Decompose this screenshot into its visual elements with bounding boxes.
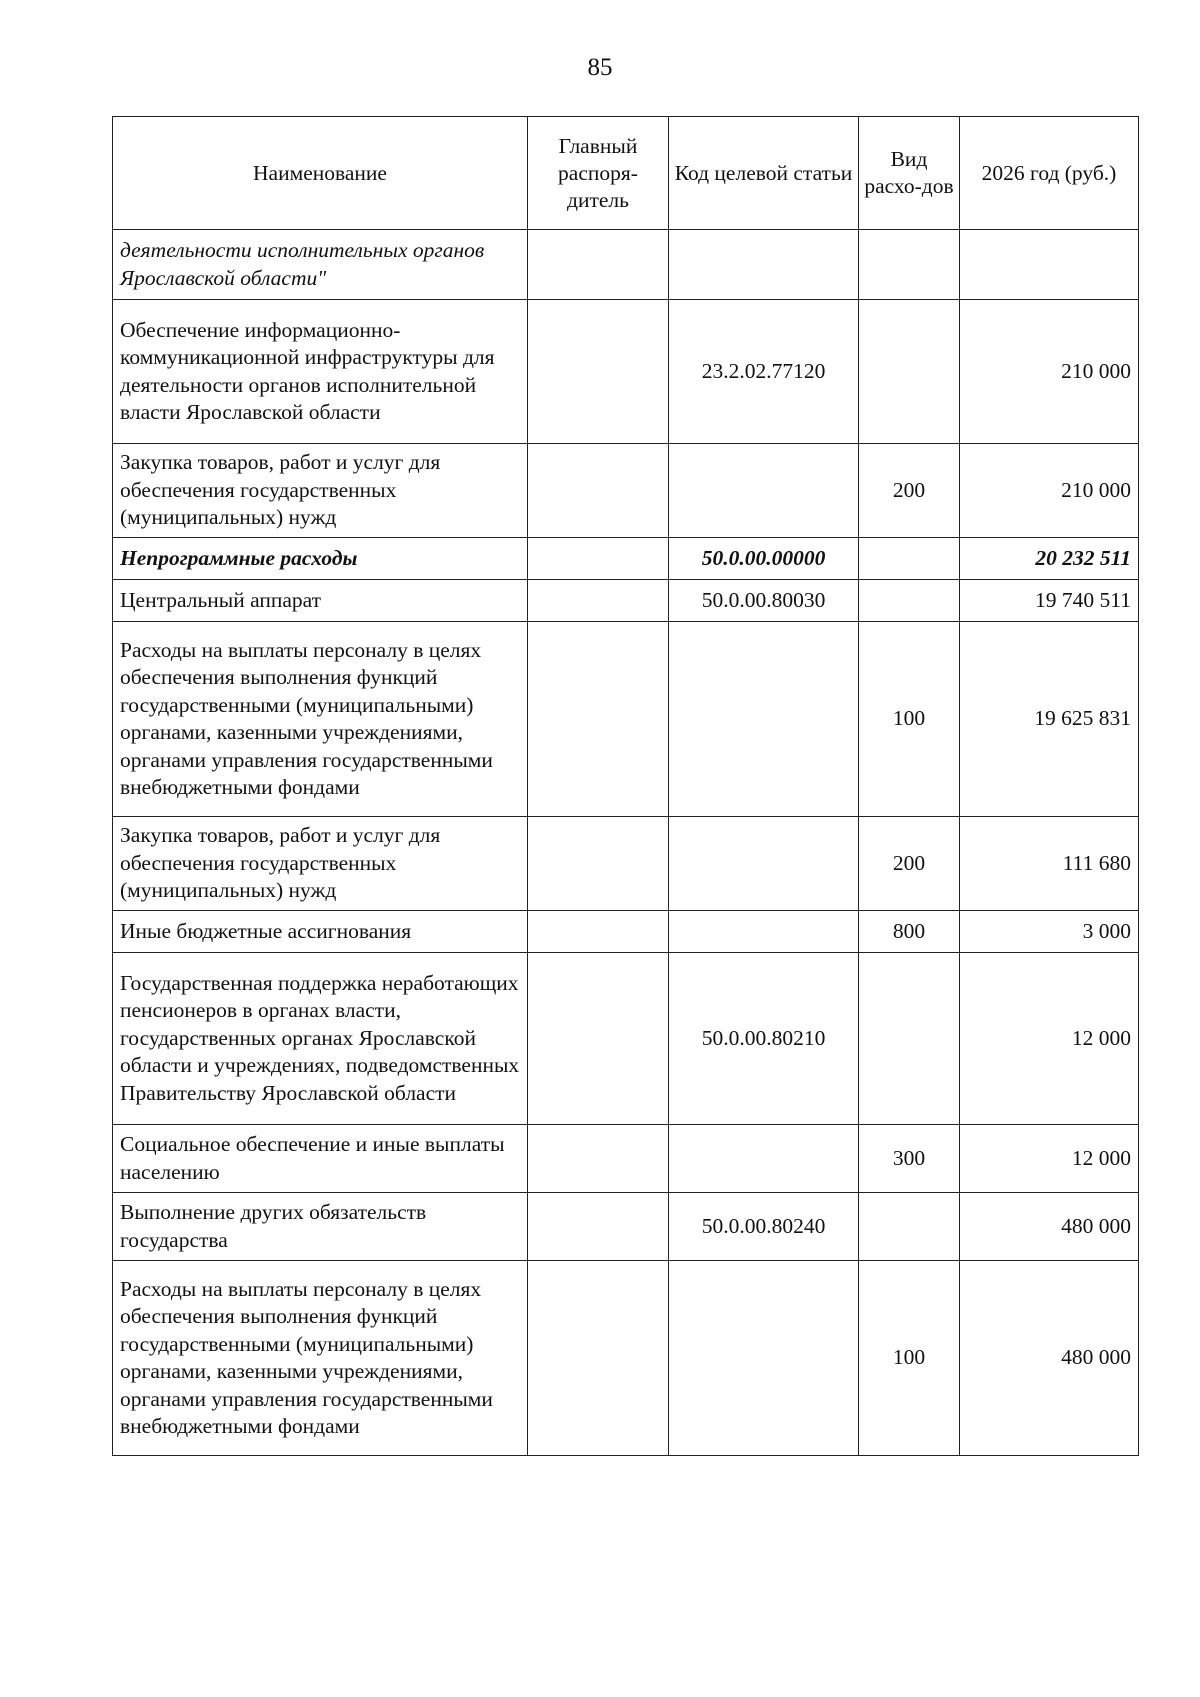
cell-admin xyxy=(528,444,669,538)
cell-kind: 200 xyxy=(859,817,960,911)
table-row xyxy=(113,580,1139,622)
cell-admin xyxy=(528,1261,669,1456)
table-row xyxy=(113,817,1139,911)
cell-name: Иные бюджетные ассигнования xyxy=(113,911,528,953)
cell-admin xyxy=(528,622,669,817)
cell-code: 50.0.00.00000 xyxy=(669,538,859,580)
cell-kind: 100 xyxy=(859,1261,960,1456)
cell-kind xyxy=(859,953,960,1125)
cell-code: 50.0.00.80240 xyxy=(669,1193,859,1261)
table-row xyxy=(113,230,1139,300)
table-row xyxy=(113,953,1139,1125)
header-amount: 2026 год (руб.) xyxy=(960,117,1139,230)
header-code: Код целевой статьи xyxy=(669,117,859,230)
cell-name: деятельности исполнительных органов Ярославской области" xyxy=(113,230,528,300)
cell-admin xyxy=(528,1125,669,1193)
cell-code: 50.0.00.80210 xyxy=(669,953,859,1125)
cell-code xyxy=(669,622,859,817)
cell-kind: 100 xyxy=(859,622,960,817)
cell-admin xyxy=(528,911,669,953)
cell-kind: 800 xyxy=(859,911,960,953)
budget-table xyxy=(112,116,1139,1456)
cell-name: Социальное обеспечение и иные выплаты населению xyxy=(113,1125,528,1193)
table-row xyxy=(113,1261,1139,1456)
table-row xyxy=(113,622,1139,817)
cell-amount: 19 625 831 xyxy=(960,622,1139,817)
table-row xyxy=(113,538,1139,580)
cell-kind: 300 xyxy=(859,1125,960,1193)
cell-code xyxy=(669,444,859,538)
cell-code xyxy=(669,1125,859,1193)
cell-name: Центральный аппарат xyxy=(113,580,528,622)
cell-amount: 12 000 xyxy=(960,953,1139,1125)
cell-kind xyxy=(859,580,960,622)
table-row xyxy=(113,911,1139,953)
table-row xyxy=(113,1193,1139,1261)
table-row xyxy=(113,1125,1139,1193)
cell-admin xyxy=(528,580,669,622)
cell-name: Закупка товаров, работ и услуг для обеспечения государственных (муниципальных) нужд xyxy=(113,817,528,911)
cell-admin xyxy=(528,953,669,1125)
cell-kind xyxy=(859,230,960,300)
cell-admin xyxy=(528,538,669,580)
page-number: 85 xyxy=(587,54,613,81)
cell-code xyxy=(669,230,859,300)
cell-amount: 210 000 xyxy=(960,444,1139,538)
cell-amount: 19 740 511 xyxy=(960,580,1139,622)
cell-admin xyxy=(528,1193,669,1261)
cell-name: Выполнение других обязательств государства xyxy=(113,1193,528,1261)
header-admin: Главный распоря-дитель xyxy=(528,117,669,230)
cell-name: Расходы на выплаты персоналу в целях обеспечения выполнения функций государственными (муниципальными) органами, казенными учреждениями, органами управления государственными внебюджетными фондами xyxy=(113,1261,528,1456)
cell-amount: 210 000 xyxy=(960,300,1139,444)
header-kind: Вид расхо-дов xyxy=(859,117,960,230)
cell-amount: 480 000 xyxy=(960,1193,1139,1261)
table-body xyxy=(113,230,1139,1456)
cell-code: 23.2.02.77120 xyxy=(669,300,859,444)
cell-name: Обеспечение информационно-коммуникационной инфраструктуры для деятельности органов исполнительной власти Ярославской области xyxy=(113,300,528,444)
table-header-row xyxy=(113,117,1139,230)
cell-kind xyxy=(859,538,960,580)
cell-kind xyxy=(859,1193,960,1261)
cell-name: Расходы на выплаты персоналу в целях обеспечения выполнения функций государственными (муниципальными) органами, казенными учреждениями, органами управления государственными внебюджетными фондами xyxy=(113,622,528,817)
table-row xyxy=(113,444,1139,538)
cell-code xyxy=(669,1261,859,1456)
cell-admin xyxy=(528,300,669,444)
cell-code xyxy=(669,911,859,953)
cell-kind xyxy=(859,300,960,444)
cell-amount xyxy=(960,230,1139,300)
cell-amount: 111 680 xyxy=(960,817,1139,911)
cell-admin xyxy=(528,817,669,911)
cell-kind: 200 xyxy=(859,444,960,538)
cell-admin xyxy=(528,230,669,300)
cell-name: Закупка товаров, работ и услуг для обеспечения государственных (муниципальных) нужд xyxy=(113,444,528,538)
cell-code xyxy=(669,817,859,911)
cell-name: Непрограммные расходы xyxy=(113,538,528,580)
cell-code: 50.0.00.80030 xyxy=(669,580,859,622)
cell-amount: 3 000 xyxy=(960,911,1139,953)
cell-amount: 480 000 xyxy=(960,1261,1139,1456)
cell-amount: 12 000 xyxy=(960,1125,1139,1193)
cell-amount: 20 232 511 xyxy=(960,538,1139,580)
table-row xyxy=(113,300,1139,444)
cell-name: Государственная поддержка неработающих пенсионеров в органах власти, государственных органах Ярославской области и учреждениях, подведомственных Правительству Ярославской области xyxy=(113,953,528,1125)
header-name: Наименование xyxy=(113,117,528,230)
